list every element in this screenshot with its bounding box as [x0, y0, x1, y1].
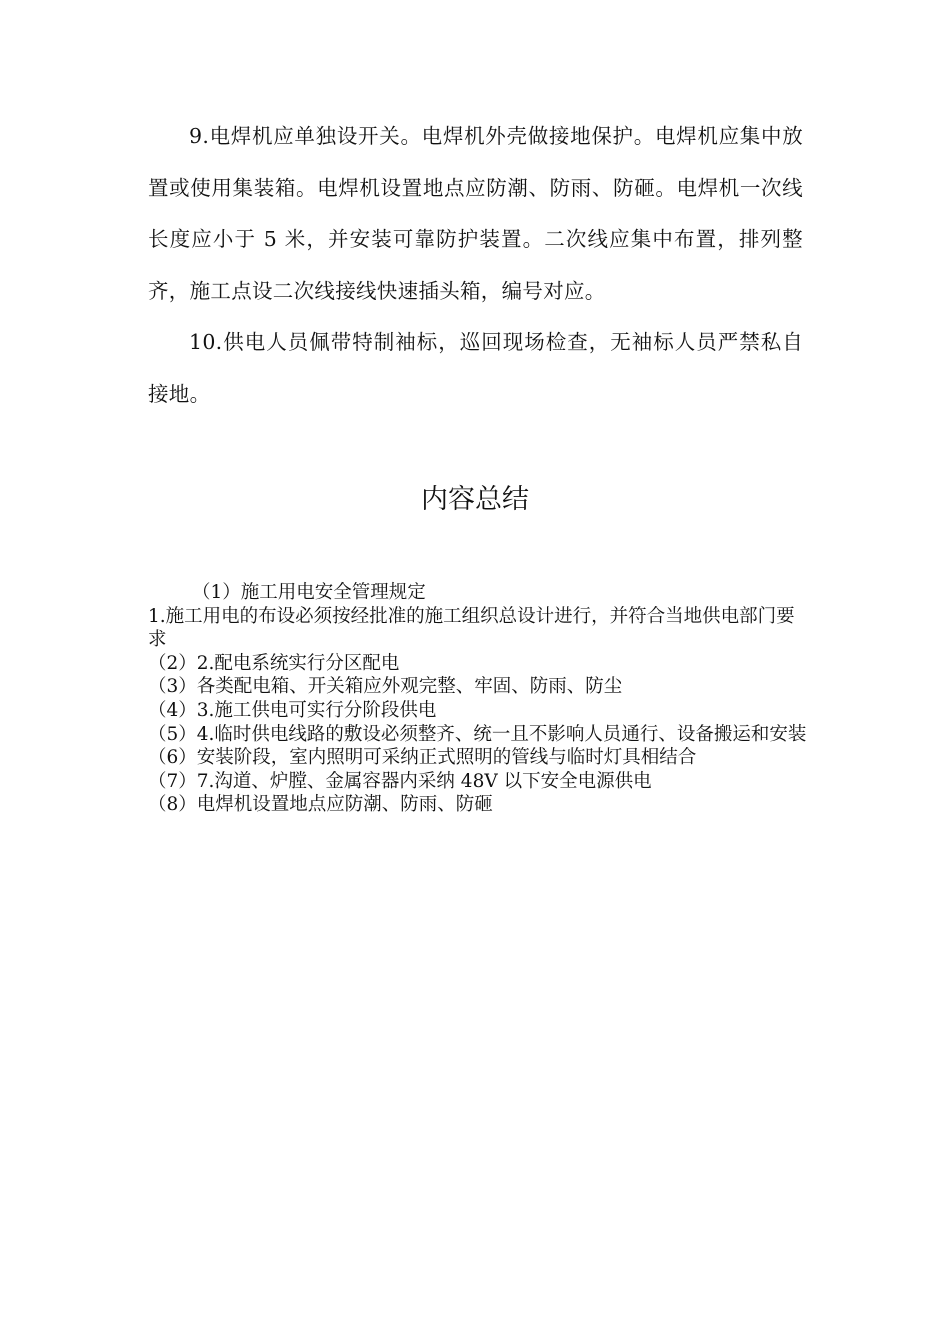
summary-item: （2）2.配电系统实行分区配电	[148, 652, 400, 674]
summary-item: （5）4.临时供电线路的敷设必须整齐、统一且不影响人员通行、设备搬运和安装	[148, 723, 807, 745]
summary-item: （6）安装阶段，室内照明可采纳正式照明的管线与临时灯具相结合	[148, 747, 697, 769]
summary-heading: （1）施工用电安全管理规定	[192, 582, 426, 603]
summary-item: （8）电焊机设置地点应防潮、防雨、防砸	[148, 794, 493, 816]
summary-item: （4）3.施工供电可实行分阶段供电	[148, 699, 437, 721]
summary-item: （7）7.沟道、炉膛、金属容器内采纳 48V 以下安全电源供电	[148, 770, 652, 792]
summary-list	[148, 581, 808, 817]
paragraph-item-10: 10.供电人员佩带特制袖标，巡回现场检查，无袖标人员严禁私自接地。	[148, 330, 803, 406]
summary-item: 1.施工用电的布设必须按经批准的施工组织总设计进行，并符合当地供电部门要求	[148, 605, 795, 651]
paragraph-item-9: 9.电焊机应单独设开关。电焊机外壳做接地保护。电焊机应集中放置或使用集装箱。电焊机设置地点应防潮、防雨、防砸。电焊机一次线长度应小于 5 米，并安装可靠防护装置。二次线应集中布置，排列整齐，施工点设二次线接线快速插头箱，编号对应。	[148, 124, 803, 303]
summary-title: 内容总结	[421, 484, 529, 515]
summary-item: （3）各类配电箱、开关箱应外观完整、牢固、防雨、防尘	[148, 676, 623, 698]
